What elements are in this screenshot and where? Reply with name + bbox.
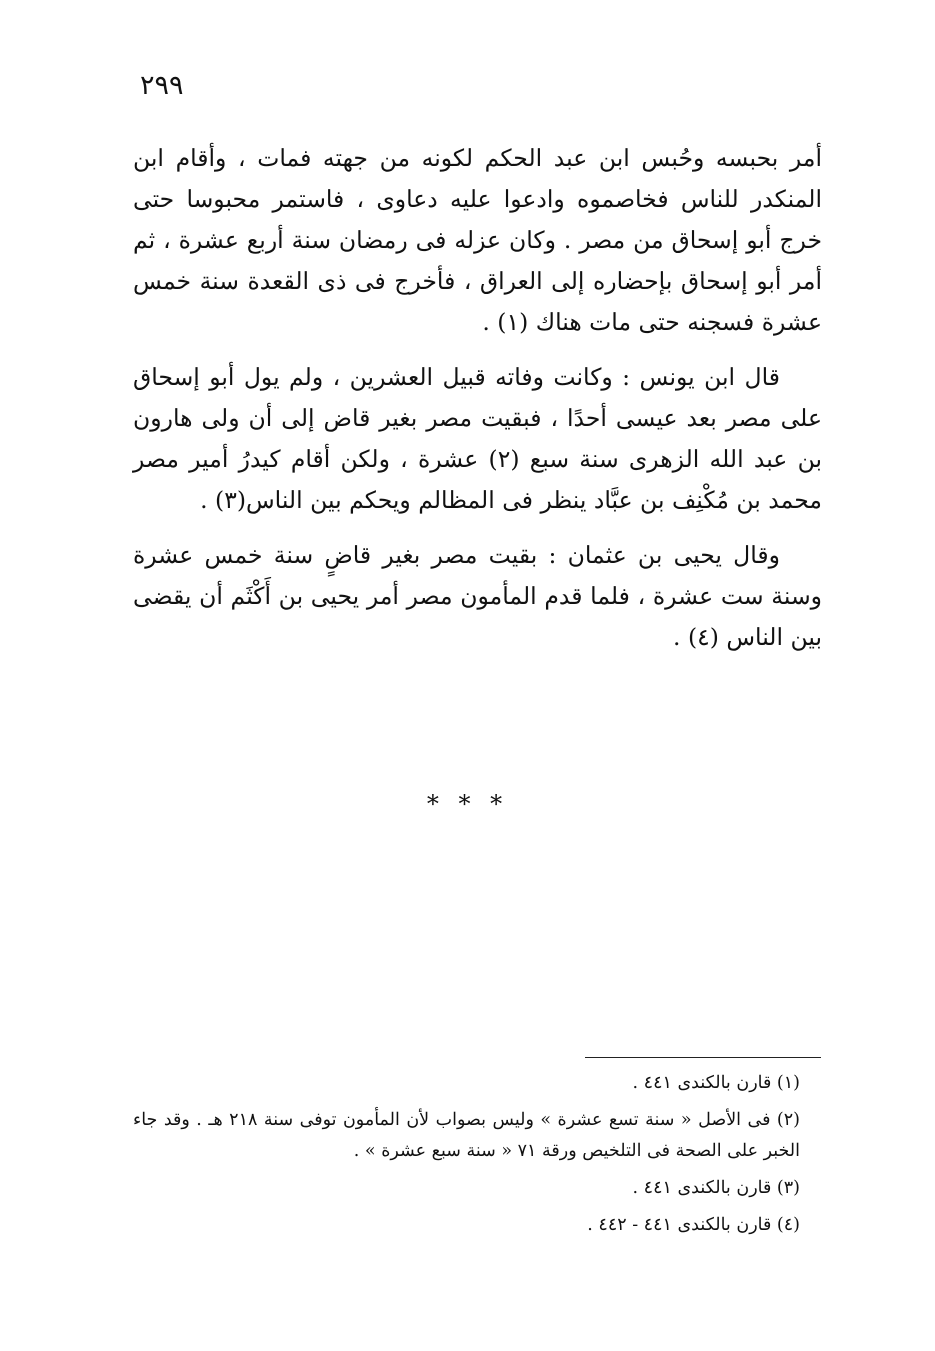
page-number: ٢٩٩ [140, 70, 184, 101]
section-separator: * * * [426, 790, 509, 818]
paragraph: قال ابن يونس : وكانت وفاته قبيل العشرين ، ولم يول أبو إسحاق على مصر بعد عيسى أحدًا ، فبقيت مصر بغير قاض إلى أن ولى هارون بن عبد الله الزهرى سنة سبع (٢) عشرة ، ولكن أقام كيدرُ أمير مصر محمد بن مُكْنِف بن عبَّاد ينظر فى المظالم ويحكم بين الناس(٣) . [133, 363, 822, 514]
footnote: (١) قارن بالكندى ٤٤١ . [632, 1073, 800, 1093]
footnote: (٤) قارن بالكندى ٤٤١ - ٤٤٢ . [587, 1215, 800, 1235]
footnotes [133, 1068, 822, 1247]
footnote: (٣) قارن بالكندى ٤٤١ . [632, 1178, 800, 1198]
footnote: (٢) فى الأصل « سنة تسع عشرة » وليس بصواب لأن المأمون توفى سنة ٢١٨ هـ . وقد جاء الخبر على الصحة فى التلخيص ورقة ٧١ « سنة سبع عشرة » . [133, 1110, 800, 1161]
paragraph: أمر بحبسه وحُبس ابن عبد الحكم لكونه من جهته فمات ، وأقام ابن المنكدر للناس فخاصموه وادعوا عليه دعاوى ، فاستمر محبوسا حتى خرج أبو إسحاق من مصر . وكان عزله فى رمضان سنة أربع عشرة ، ثم أمر أبو إسحاق بإحضاره إلى العراق ، فأخرج فى ذى القعدة سنة خمس عشرة فسجنه حتى مات هناك (١) . [133, 144, 822, 336]
main-text [133, 138, 822, 672]
paragraph: وقال يحيى بن عثمان : بقيت مصر بغير قاضٍ سنة خمس عشرة وسنة ست عشرة ، فلما قدم المأمون مصر أمر يحيى بن أَكْثَم أن يقضى بين الناس (٤) . [133, 541, 822, 651]
footnote-divider [585, 1057, 821, 1058]
